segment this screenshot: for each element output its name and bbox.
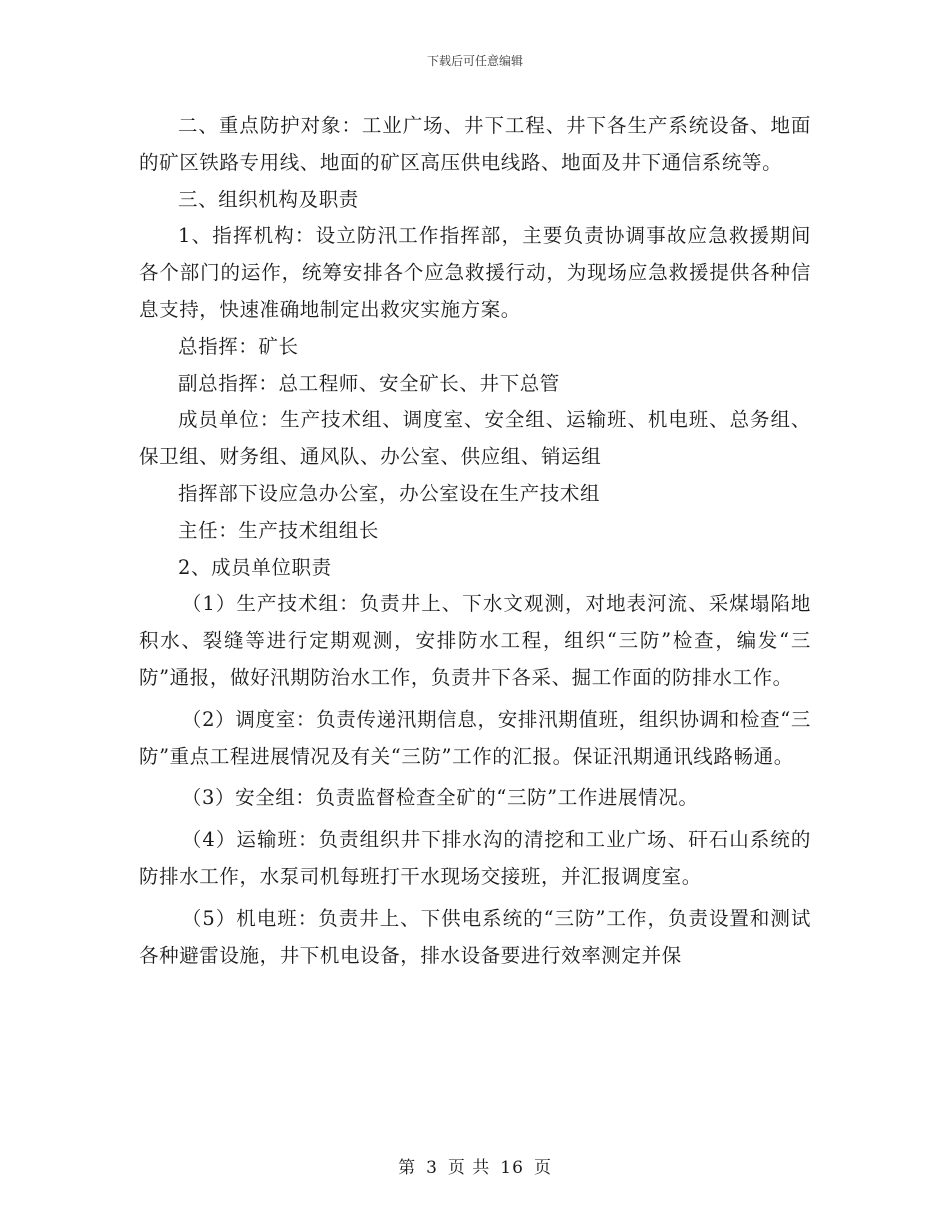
footer-page-number: 3 [426, 1158, 438, 1178]
paragraph-duty-production-tech: （1）生产技术组：负责井上、下水文观测，对地表河流、采煤塌陷地积水、裂缝等进行定期观测，安排防水工程，组织“三防”检查，编发“三防”通报，做好汛期防治水工作，负责井下各采、掘工作面的防排水工作。 [139, 592, 811, 689]
paragraph-protection-targets: 二、重点防护对象：工业广场、井下工程、井下各生产系统设备、地面的矿区铁路专用线、地面的矿区高压供电线路、地面及井下通信系统等。 [139, 114, 811, 174]
footer-total-pages: 16 [500, 1158, 524, 1178]
paragraph-office-director: 主任：生产技术组组长 [178, 518, 380, 542]
paragraph-member-units: 成员单位：生产技术组、调度室、安全组、运输班、机电班、总务组、保卫组、财务组、通风队、办公室、供应组、销运组 [139, 408, 811, 469]
paragraph-emergency-office: 指挥部下设应急办公室，办公室设在生产技术组 [178, 481, 601, 505]
document-body [139, 108, 811, 974]
paragraph-duty-safety: （3）安全组：负责监督检查全矿的“三防”工作进展情况。 [181, 786, 699, 810]
paragraph-organization-heading: 三、组织机构及职责 [178, 187, 359, 211]
paragraph-command-structure: 1、指挥机构：设立防汛工作指挥部，主要负责协调事故应急救援期间各个部门的运作，统筹安排各个应急救援行动，为现场应急救援提供各种信息支持，快速准确地制定出救灾实施方案。 [139, 224, 811, 321]
footer-suffix: 页 [533, 1158, 552, 1178]
footer-middle: 页 共 [447, 1158, 491, 1178]
paragraph-duty-dispatch: （2）调度室：负责传递汛期信息，安排汛期值班，组织协调和检查“三防”重点工程进展情况及有关“三防”工作的汇报。保证汛期通讯线路畅通。 [139, 707, 811, 768]
paragraph-chief-commander: 总指挥：矿长 [178, 334, 299, 358]
paragraph-unit-duties-heading: 2、成员单位职责 [178, 555, 332, 579]
paragraph-duty-transport: （4）运输班：负责组织井下排水沟的清挖和工业广场、矸石山系统的防排水工作，水泵司机每班打干水现场交接班，并汇报调度室。 [139, 828, 811, 888]
page-footer [0, 1153, 950, 1178]
page-header: 下载后可任意编辑 [426, 54, 523, 68]
footer-prefix: 第 [398, 1158, 417, 1178]
paragraph-duty-electromechanical: （5）机电班：负责井上、下供电系统的“三防”工作，负责设置和测试各种避雷设施，井下机电设备，排水设备要进行效率测定并保 [139, 906, 811, 967]
paragraph-deputy-commander: 副总指挥：总工程师、安全矿长、井下总管 [178, 371, 560, 395]
